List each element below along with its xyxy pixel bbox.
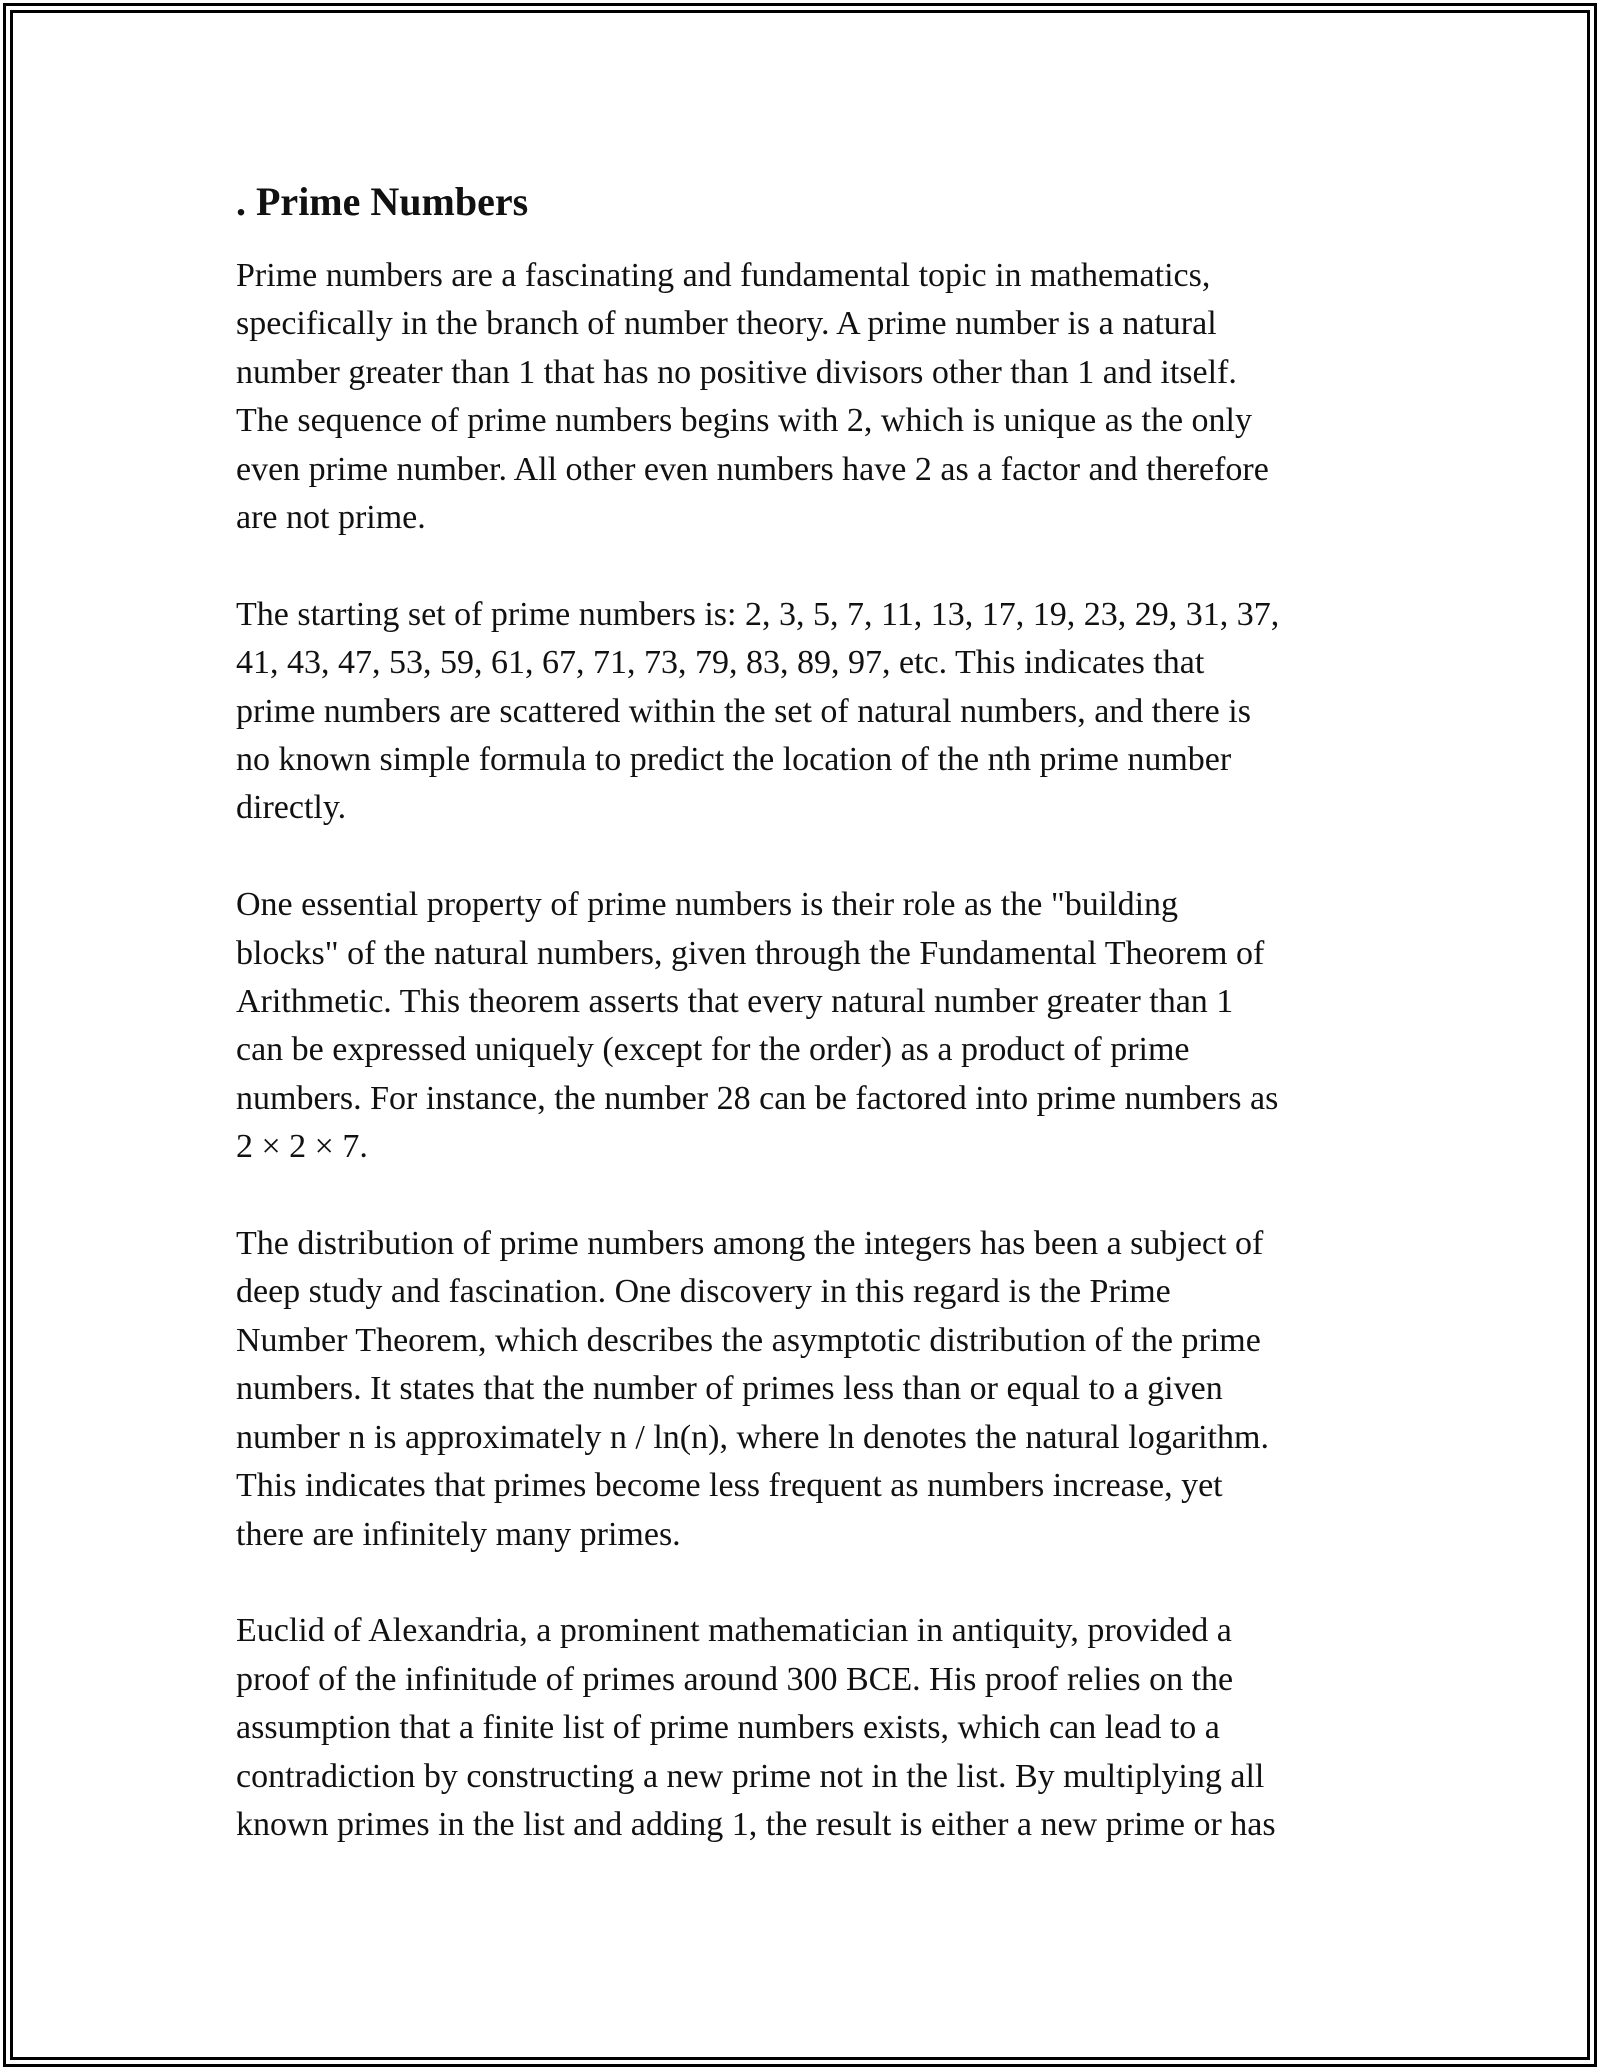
paragraph-fundamental-theorem: One essential property of prime numbers is their role as the "building blocks" of the natural numbers, given through the Fundamental Theorem of Arithmetic. This theorem asserts that every natural number greater than 1 can be expressed uniquely (except for the order) as a product of prime numbers. For instance, the number 28 can be factored into prime numbers as 2 × 2 × 7. <box>236 886 1279 1166</box>
paragraph-distribution: The distribution of prime numbers among the integers has been a subject of deep study and fascination. One discovery in this regard is the Prime Number Theorem, which describes the asymptotic distribution of the prime numbers. It states that the number of primes less than or equal to a given number n is approximately n / ln(n), where ln denotes the natural logarithm. This indicates that primes become less frequent as numbers increase, yet there are infinitely many primes. <box>236 1225 1269 1553</box>
paragraph-definition: Prime numbers are a fascinating and fundamental topic in mathematics, specifically in the branch of number theory. A prime number is a natural number greater than 1 that has no positive divisors other than 1 and itself. The sequence of prime numbers begins with 2, which is unique as the only even prime number. All other even numbers have 2 as a factor and therefore are not prime. <box>236 257 1269 537</box>
paragraph-prime-list: The starting set of prime numbers is: 2, 3, 5, 7, 11, 13, 17, 19, 23, 29, 31, 37, 41, 43, 47, 53, 59, 61, 67, 71, 73, 79, 83, 89, 97, etc. This indicates that prime numbers are scattered within the set of natural numbers, and there is no known simple formula to predict the location of the nth prime number directly. <box>236 595 1280 827</box>
document-body <box>236 178 1396 1898</box>
paragraph-euclid: Euclid of Alexandria, a prominent mathematician in antiquity, provided a proof of the infinitude of primes around 300 BCE. His proof relies on the assumption that a finite list of prime numbers exists, which can lead to a contradiction by constructing a new prime not in the list. By multiplying all known primes in the list and adding 1, the result is either a new prime or has <box>236 1612 1276 1843</box>
document-title: . Prime Numbers <box>236 179 529 224</box>
